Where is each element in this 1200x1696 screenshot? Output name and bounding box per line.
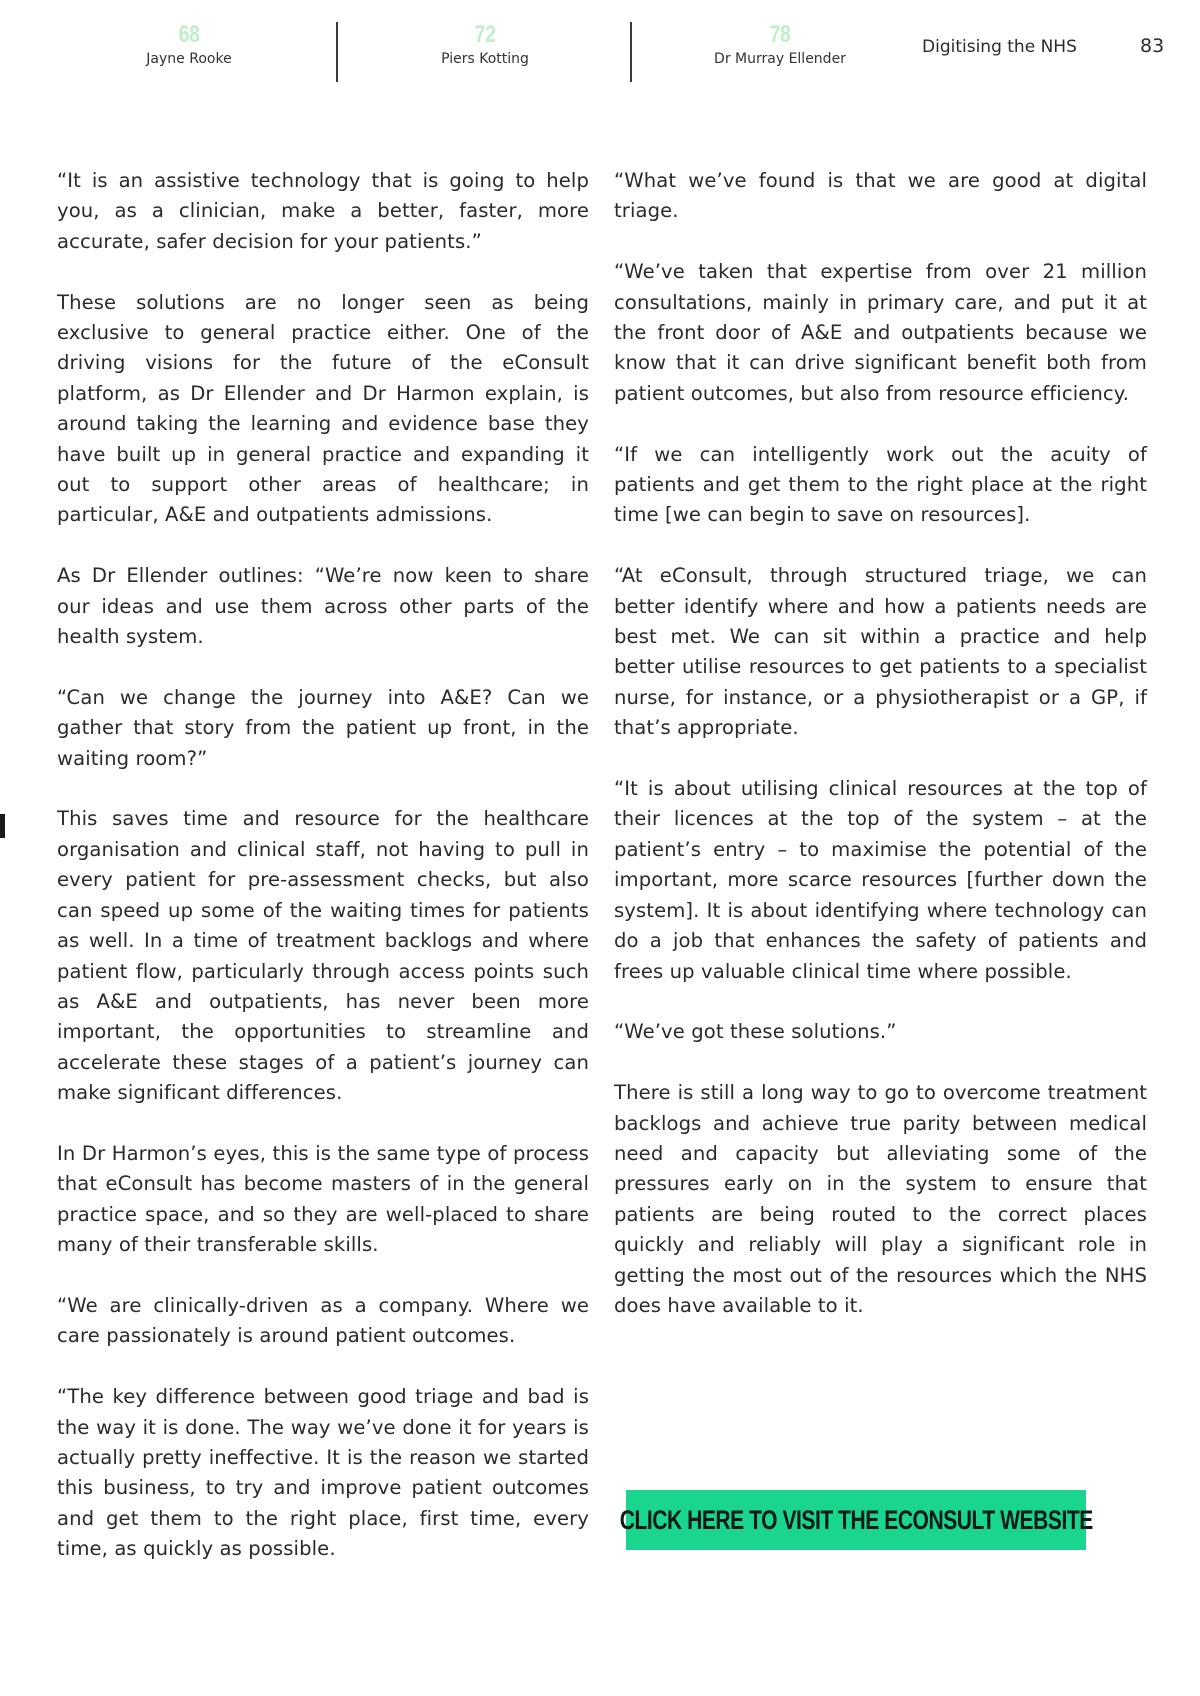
cta-label: CLICK HERE TO VISIT THE ECONSULT WEBSITE — [619, 1504, 1093, 1535]
paragraph: “Can we change the journey into A&E? Can we gather that story from the patient up front, in the waiting room?” — [57, 685, 589, 770]
nav-divider — [630, 22, 632, 82]
nav-author-name: Piers Kotting — [441, 51, 529, 67]
nav-page-number: 72 — [474, 21, 496, 48]
page-header — [0, 0, 1200, 90]
nav-page-number: 68 — [178, 21, 200, 48]
section-title: Digitising the NHS — [922, 37, 1077, 57]
paragraph: There is still a long way to go to overcome treatment backlogs and achieve true parity between medical need and capacity but alleviating some of the pressures early on in the system to ensure that patients are being routed to the correct places quickly and reliably will play a significant role in getting the most out of the resources which the NHS does have available to it. — [614, 1081, 1147, 1317]
paragraph: “We are clinically-driven as a company. Where we care passionately is around patient outcomes. — [57, 1293, 589, 1348]
nav-divider — [336, 22, 338, 82]
page-number: 83 — [1140, 35, 1165, 57]
nav-page-number: 78 — [769, 21, 791, 48]
nav-author-name: Dr Murray Ellender — [714, 51, 846, 67]
paragraph: “What we’ve found is that we are good at digital triage. — [614, 169, 1147, 223]
paragraph: “If we can intelligently work out the acuity of patients and get them to the right place at the right time [we can begin to save on resources]. — [614, 442, 1147, 527]
paragraph: “We’ve taken that expertise from over 21 million consultations, mainly in primary care, and put it at the front door of A&E and outpatients because we know that it can drive significant benefit both from patient outcomes, but also from resource efficiency. — [614, 260, 1147, 405]
left-column — [57, 166, 589, 1565]
paragraph: As Dr Ellender outlines: “We’re now keen to share our ideas and use them across other parts of the health system. — [57, 564, 589, 649]
nav-link-murray-ellender[interactable] — [660, 22, 900, 68]
visit-econsult-website-button[interactable] — [619, 1490, 1093, 1550]
paragraph: In Dr Harmon’s eyes, this is the same type of process that eConsult has become masters of in the general practice space, and so they are well-placed to share many of their transferable skills. — [57, 1141, 589, 1257]
paragraph: “It is an assistive technology that is going to help you, as a clinician, make a better, faster, more accurate, safer decision for your patients.” — [57, 169, 589, 253]
paragraph: “We’ve got these solutions.” — [614, 1020, 897, 1044]
paragraph: “At eConsult, through structured triage, we can better identify where and how a patients needs are best met. We can sit within a practice and help better utilise resources to get patients to a specialist nurse, for instance, or a physiotherapist or a GP, if that’s appropriate. — [614, 564, 1147, 740]
paragraph: These solutions are no longer seen as being exclusive to general practice either. One of the driving visions for the future of the eConsult platform, as Dr Ellender and Dr Harmon explain, is around taking the learning and evidence base they have built up in general practice and expanding it out to support other areas of healthcare; in particular, A&E and outpatients admissions. — [57, 290, 589, 527]
nav-author-name: Jayne Rooke — [146, 51, 232, 67]
margin-marker — [0, 814, 5, 838]
paragraph: “It is about utilising clinical resources at the top of their licences at the top of the system – at the patient’s entry – to maximise the potential of the important, more scarce resources [further down the system]. It is about identifying where technology can do a job that enhances the safety of patients and frees up valuable clinical time where possible. — [614, 777, 1147, 983]
right-column — [614, 166, 1147, 1321]
paragraph: This saves time and resource for the healthcare organisation and clinical staff, not having to pull in every patient for pre-assessment checks, but also can speed up some of the waiting times for patients as well. In a time of treatment backlogs and where patient flow, particularly through access points such as A&E and outpatients, has never been more important, the opportunities to streamline and accelerate these stages of a patient’s journey can make significant differences. — [57, 807, 589, 1105]
paragraph: “The key difference between good triage and bad is the way it is done. The way we’ve done it for years is actually pretty ineffective. It is the reason we started this business, to try and improve patient outcomes and get them to the right place, first time, every time, as quickly as possible. — [57, 1385, 589, 1561]
nav-link-jayne-rooke[interactable] — [69, 22, 309, 68]
nav-link-piers-kotting[interactable] — [365, 22, 605, 68]
